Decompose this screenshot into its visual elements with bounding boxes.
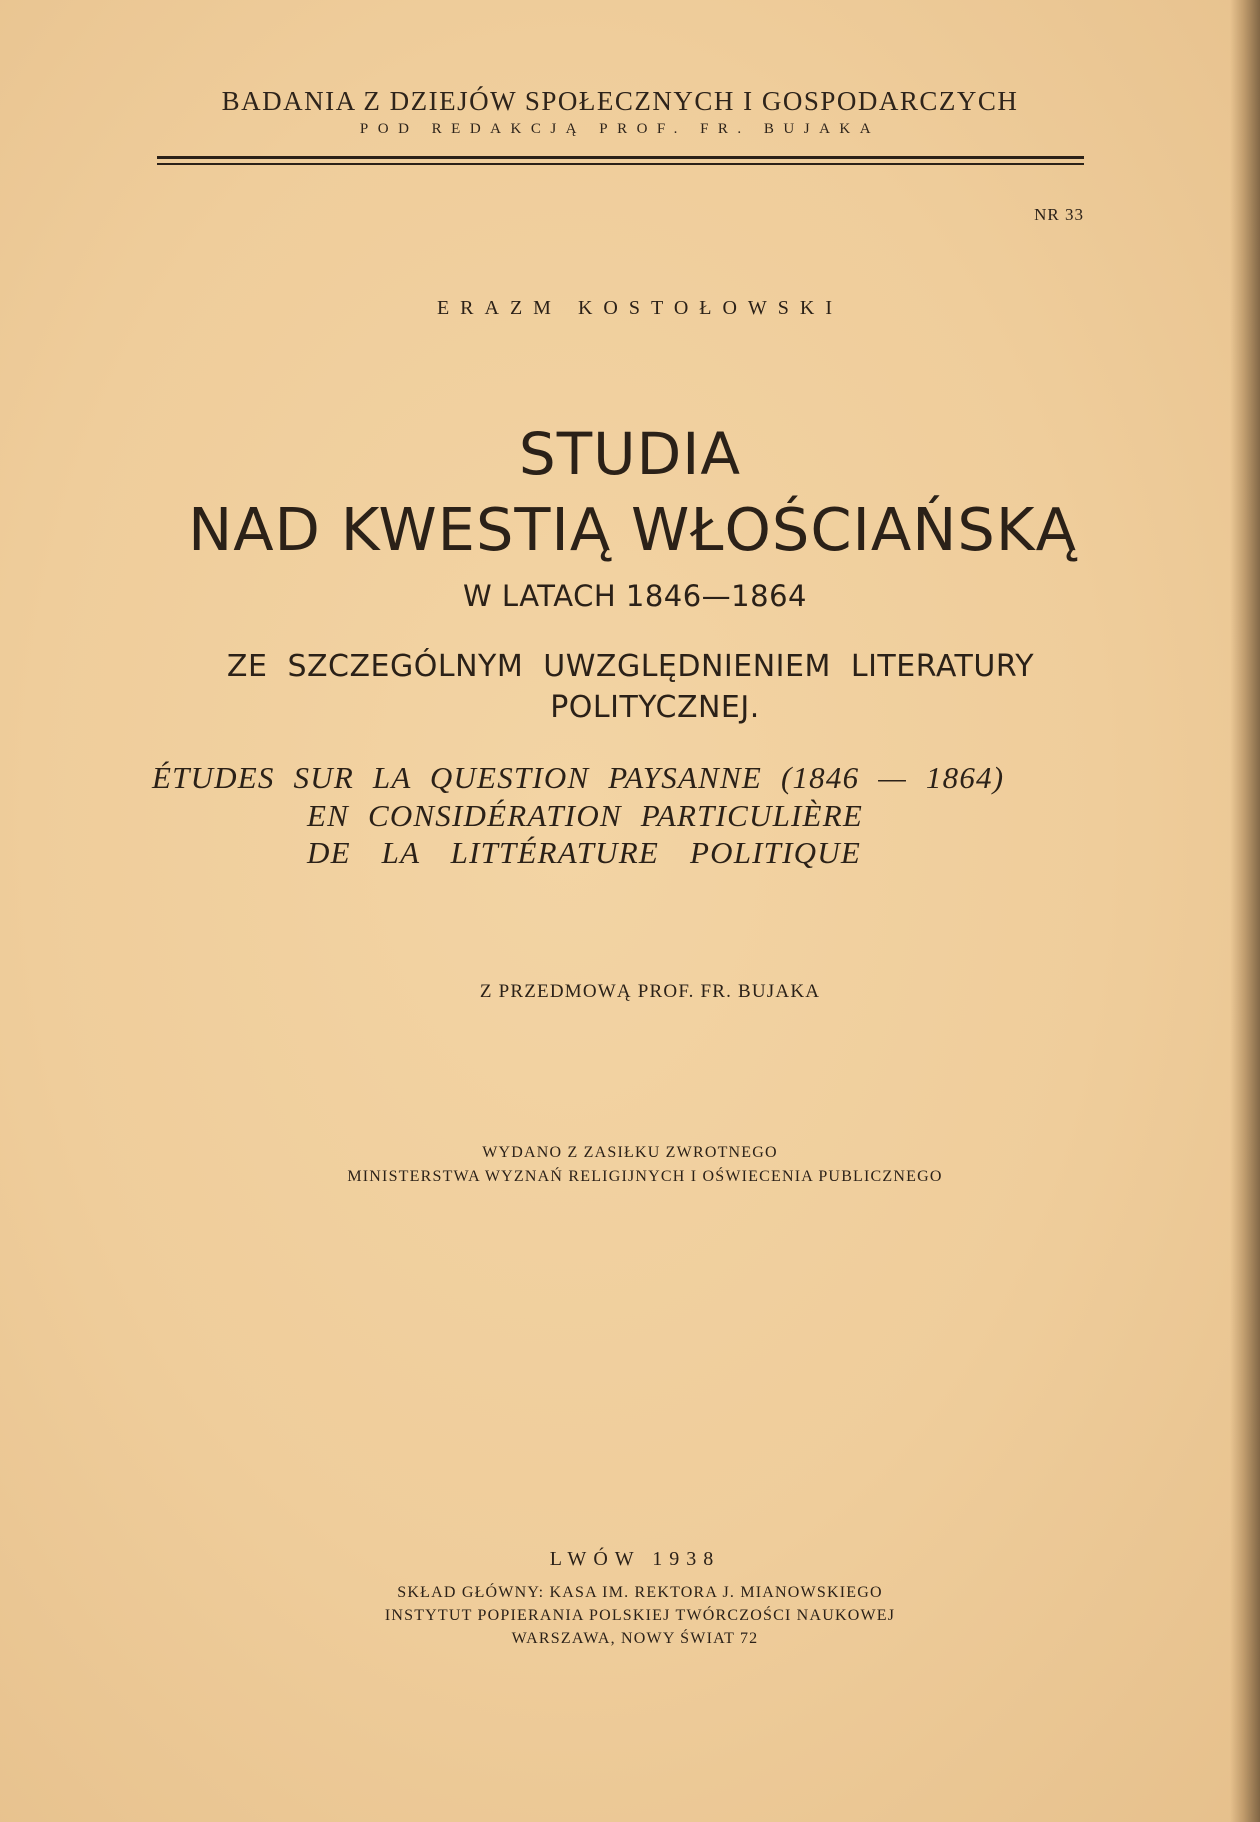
author-name: ERAZM KOSTOŁOWSKI xyxy=(436,297,844,319)
subtitle-line-2: POLITYCZNEJ. xyxy=(550,690,760,725)
series-editor: POD REDAKCJĄ PROF. FR. BUJAKA xyxy=(359,121,881,137)
series-title: BADANIA Z DZIEJÓW SPOŁECZNYCH I GOSPODARCZYCH xyxy=(221,86,1019,116)
subtitle-line-1: ZE SZCZEGÓLNYM UWZGLĘDNIENIEM LITERATURY xyxy=(226,649,1035,684)
series-number: NR 33 xyxy=(1034,205,1084,224)
funding-line-2: MINISTERSTWA WYZNAŃ RELIGIJNYCH I OŚWIECENIA PUBLICZNEGO xyxy=(347,1168,943,1185)
title-line-1: STUDIA xyxy=(518,420,742,488)
header-rule-thin xyxy=(157,163,1084,165)
french-title-line-3: DE LA LITTÉRATURE POLITIQUE xyxy=(307,835,861,870)
french-title-line-2: EN CONSIDÉRATION PARTICULIÈRE xyxy=(307,798,863,833)
distribution-line-1: SKŁAD GŁÓWNY: KASA IM. REKTORA J. MIANOWSKIEGO xyxy=(397,1584,883,1601)
funding-line-1: WYDANO Z ZASIŁKU ZWROTNEGO xyxy=(482,1144,778,1161)
header-rule-thick xyxy=(157,156,1084,159)
place-year: LWÓW 1938 xyxy=(549,1548,721,1570)
distribution-line-3: WARSZAWA, NOWY ŚWIAT 72 xyxy=(511,1630,759,1647)
title-line-2: NAD KWESTIĄ WŁOŚCIAŃSKĄ xyxy=(188,495,1077,564)
page-edge-shadow xyxy=(1230,0,1260,1822)
distribution-line-2: INSTYTUT POPIERANIA POLSKIEJ TWÓRCZOŚCI NAUKOWEJ xyxy=(384,1607,896,1624)
title-years: W LATACH 1846—1864 xyxy=(463,579,807,613)
preface-note: Z PRZEDMOWĄ PROF. FR. BUJAKA xyxy=(479,981,821,1002)
french-title-line-1: ÉTUDES SUR LA QUESTION PAYSANNE (1846 — 1864) xyxy=(152,760,1005,795)
